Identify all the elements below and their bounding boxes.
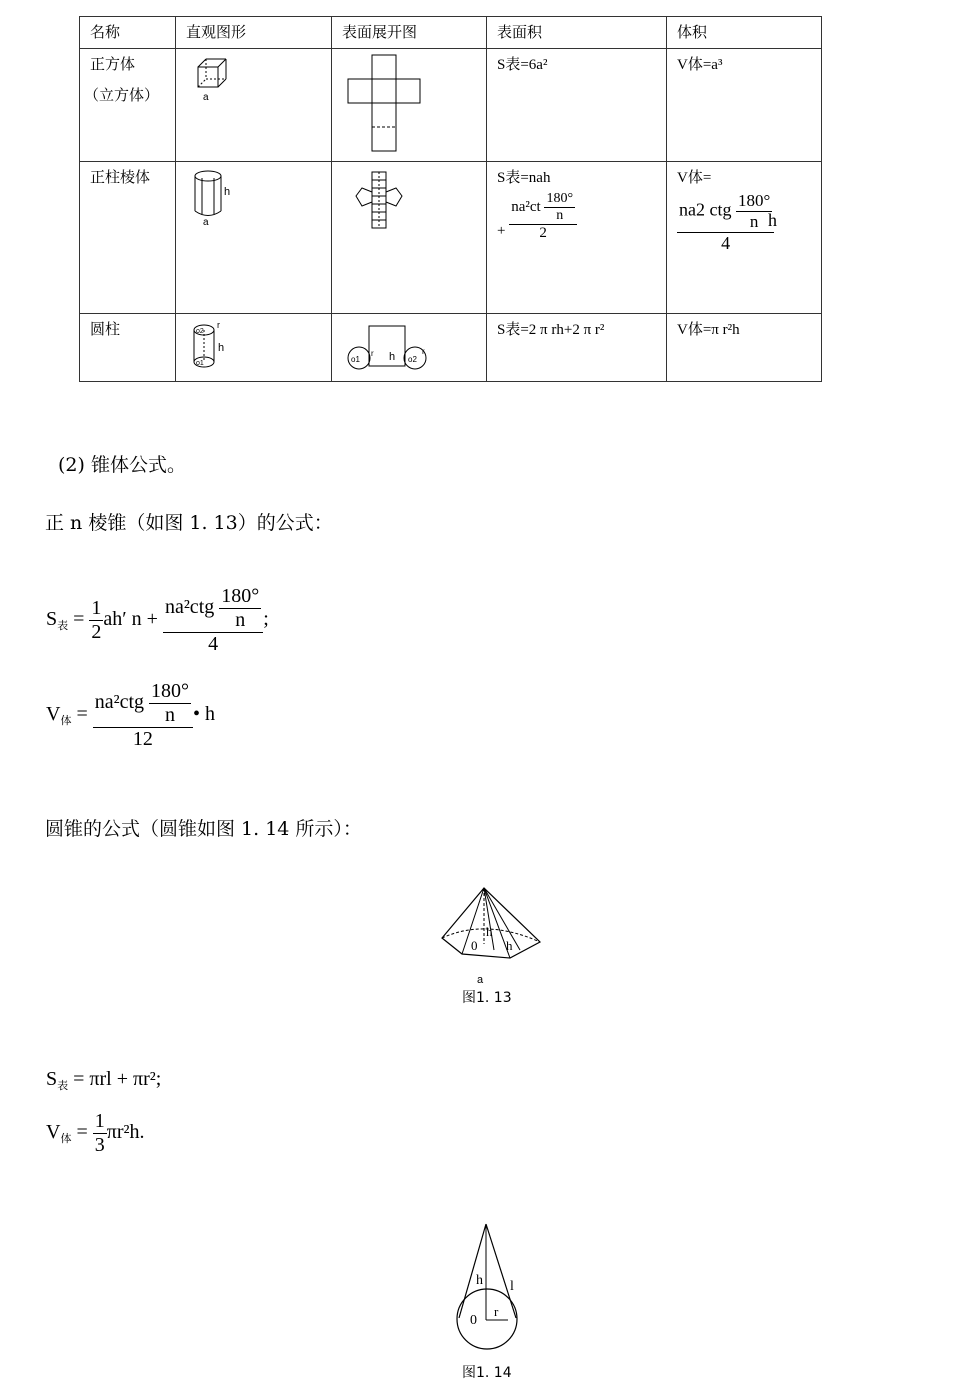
pyramid-area-prefix: na²ctg bbox=[164, 596, 215, 619]
solids-table bbox=[79, 16, 822, 382]
cone-volume-third bbox=[93, 1110, 107, 1157]
cone-volume-rest: πr²h. bbox=[106, 1121, 145, 1144]
prism-volume-prefix: na2 ctg bbox=[679, 199, 732, 220]
cylinder-volume-formula: V体=π r²h bbox=[677, 322, 740, 338]
prism-edge-label: a bbox=[203, 217, 209, 226]
pyramid-volume-prefix: na²ctg bbox=[94, 691, 145, 714]
net-o2-label: o2 bbox=[408, 355, 417, 364]
pyramid-volume-den: 12 bbox=[132, 728, 153, 750]
prism-volume-inner-den: n bbox=[749, 212, 759, 231]
cube-name-cell bbox=[80, 49, 176, 162]
cone-volume-eq: = bbox=[76, 1121, 88, 1144]
pyramid-area-fraction bbox=[163, 585, 263, 656]
cylinder-area-cell bbox=[487, 314, 667, 382]
pyramid-volume-end: • h bbox=[193, 703, 216, 726]
cube-diagram bbox=[186, 53, 236, 108]
fig13-o-label: 0 bbox=[471, 938, 478, 953]
pyramid-volume-eq: = bbox=[76, 703, 88, 726]
cube-name: 正方体 bbox=[90, 55, 136, 73]
prism-volume-inner-num: 180° bbox=[737, 191, 771, 210]
pyramid-area-den: 4 bbox=[208, 633, 219, 655]
cube-area-formula: S表=6a² bbox=[497, 57, 548, 73]
prism-area-plus: + bbox=[497, 223, 506, 239]
prism-diagram bbox=[186, 166, 241, 226]
prism-area-formula: S表=nah bbox=[497, 170, 551, 186]
cone-volume-lhs: V bbox=[46, 1121, 61, 1144]
cone-intro: 圆锥的公式（圆锥如图 1. 14 所示）： bbox=[45, 818, 362, 840]
cylinder-name: 圆柱 bbox=[90, 320, 121, 338]
prism-volume-fraction bbox=[677, 191, 774, 254]
prism-volume-den: 4 bbox=[721, 233, 731, 253]
cube-volume-formula: V体=a³ bbox=[677, 57, 723, 73]
prism-net-diagram bbox=[342, 166, 412, 236]
table-row bbox=[80, 314, 822, 382]
pyramid-area-lhs: S bbox=[46, 608, 58, 631]
prism-height-label: h bbox=[224, 186, 231, 198]
cone-area-rhs: = πrl + πr²; bbox=[73, 1068, 162, 1090]
pyramid-area-term1: ah′ n + bbox=[103, 608, 158, 631]
table-row bbox=[80, 49, 822, 162]
prism-area-den: 2 bbox=[539, 225, 547, 241]
pyramid-area-half bbox=[89, 597, 103, 644]
pyramid-volume-formula bbox=[46, 680, 215, 751]
cylinder-radius-label: r bbox=[217, 320, 220, 330]
prism-area-prefix: na²ct bbox=[511, 198, 541, 215]
prism-volume-suffix: h bbox=[768, 209, 778, 230]
table-header-row bbox=[80, 17, 822, 49]
cone-area-formula bbox=[46, 1068, 161, 1093]
cone-volume-lhs-sub: 体 bbox=[60, 1133, 72, 1146]
prism-area-cell bbox=[487, 162, 667, 314]
cone-volume-num: 1 bbox=[94, 1110, 105, 1132]
pyramid-area-inner-num: 180° bbox=[221, 585, 260, 607]
figure-cone bbox=[450, 1218, 530, 1358]
cylinder-net-diagram bbox=[342, 318, 442, 373]
cone-area-lhs: S bbox=[46, 1068, 58, 1090]
cube-area-cell bbox=[487, 49, 667, 162]
header-name: 名称 bbox=[80, 17, 176, 49]
pyramid-area-inner-den: n bbox=[235, 609, 246, 631]
cylinder-diagram-cell bbox=[176, 314, 332, 382]
fig13-h1-label: h bbox=[486, 924, 493, 939]
prism-diagram-cell bbox=[176, 162, 332, 314]
fig13-caption: 图1. 13 bbox=[462, 990, 512, 1006]
cylinder-height-label: h bbox=[218, 342, 225, 354]
table-row bbox=[80, 162, 822, 314]
net-o1-label: o1 bbox=[351, 355, 360, 364]
pyramid-volume-lhs-sub: 体 bbox=[60, 715, 72, 728]
header-volume: 体积 bbox=[667, 17, 822, 49]
prism-area-inner-den: n bbox=[556, 208, 564, 223]
cube-name-alt: （立方体） bbox=[84, 86, 160, 104]
pyramid-area-half-num: 1 bbox=[91, 597, 102, 619]
net-radius-label: r bbox=[371, 349, 374, 358]
fig14-l-label: l bbox=[510, 1279, 514, 1294]
cylinder-net-cell bbox=[332, 314, 487, 382]
cylinder-name-cell bbox=[80, 314, 176, 382]
section-heading: (2) 锥体公式。 bbox=[58, 454, 186, 476]
fig13-h2-label: h bbox=[506, 938, 513, 953]
cube-net-cell bbox=[332, 49, 487, 162]
fig14-r-label: r bbox=[494, 1304, 499, 1319]
figure-pyramid bbox=[436, 882, 546, 987]
prism-area-fraction bbox=[509, 191, 577, 242]
prism-area-inner-num: 180° bbox=[546, 191, 574, 206]
cone-area-lhs-sub: 表 bbox=[57, 1080, 69, 1092]
prism-net-cell bbox=[332, 162, 487, 314]
cube-volume-cell bbox=[667, 49, 822, 162]
cone-volume-formula bbox=[46, 1110, 145, 1157]
cube-net-diagram bbox=[342, 53, 432, 153]
fig14-caption: 图1. 14 bbox=[462, 1365, 512, 1381]
prism-volume-cell bbox=[667, 162, 822, 314]
cylinder-volume-cell bbox=[667, 314, 822, 382]
fig14-h-label: h bbox=[476, 1273, 483, 1288]
cube-edge-label: a bbox=[203, 92, 209, 103]
prism-volume-formula: V体= bbox=[677, 170, 712, 186]
pyramid-volume-fraction bbox=[93, 680, 193, 751]
pyramid-area-eq: = bbox=[73, 608, 85, 631]
pyramid-area-formula bbox=[46, 585, 269, 656]
pyramid-volume-inner-den: n bbox=[165, 704, 176, 726]
pyramid-volume-inner-num: 180° bbox=[151, 680, 190, 702]
header-area: 表面积 bbox=[487, 17, 667, 49]
cylinder-o1-label: o1 bbox=[196, 360, 204, 367]
fig14-o-label: 0 bbox=[470, 1313, 477, 1328]
fig13-a-label: a bbox=[477, 974, 484, 986]
pyramid-intro: 正 n 棱锥（如图 1. 13）的公式： bbox=[45, 512, 333, 534]
cylinder-area-formula: S表=2 π rh+2 π r² bbox=[497, 322, 605, 338]
pyramid-volume-lhs: V bbox=[46, 703, 61, 726]
pyramid-area-lhs-sub: 表 bbox=[57, 620, 69, 633]
header-diagram: 直观图形 bbox=[176, 17, 332, 49]
pyramid-area-end: ; bbox=[263, 608, 269, 631]
cone-volume-den: 3 bbox=[94, 1134, 105, 1156]
net-radius2-label: r bbox=[422, 347, 425, 356]
cylinder-diagram bbox=[186, 318, 241, 373]
prism-name-cell bbox=[80, 162, 176, 314]
cylinder-o2-label: o2 bbox=[196, 328, 204, 335]
prism-name: 正柱棱体 bbox=[90, 168, 151, 186]
header-net: 表面展开图 bbox=[332, 17, 487, 49]
pyramid-area-half-den: 2 bbox=[91, 621, 102, 643]
net-height-label: h bbox=[389, 351, 396, 363]
cube-diagram-cell bbox=[176, 49, 332, 162]
